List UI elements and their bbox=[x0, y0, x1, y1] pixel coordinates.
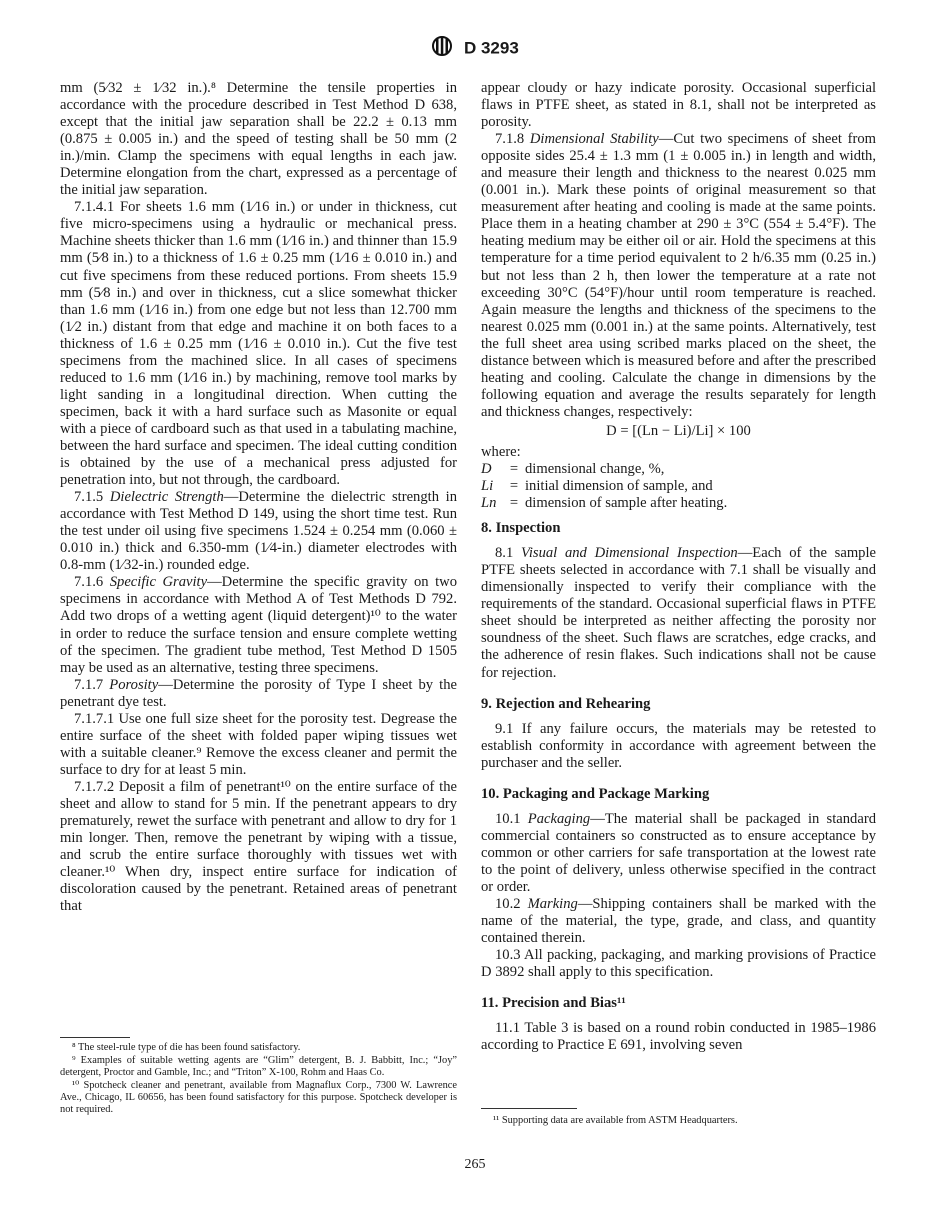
where-label: where: bbox=[481, 443, 521, 460]
footnote: ¹¹ Supporting data are available from ASTM Headquarters. bbox=[493, 1115, 738, 1126]
astm-logo-icon bbox=[431, 36, 453, 61]
paragraph: 7.1.7 Porosity—Determine the porosity of Type I sheet by the penetrant dye test. bbox=[60, 676, 457, 710]
footnotes-right bbox=[481, 1115, 876, 1128]
left-column bbox=[60, 80, 457, 915]
footnotes-left bbox=[60, 1042, 457, 1117]
definition-row: D = dimensional change, %, bbox=[481, 461, 665, 478]
section-heading: 10. Packaging and Package Marking bbox=[481, 785, 710, 802]
footnote: ¹⁰ Spotcheck cleaner and penetrant, available from Magnaflux Corp., 7300 W. Lawrence Ave., Chicago, IL 60656, has been found satisfactory for this purpose. Spotcheck developer is not required. bbox=[60, 1080, 457, 1115]
section-heading: 11. Precision and Bias¹¹ bbox=[481, 995, 626, 1012]
paragraph: mm (5⁄32 ± 1⁄32 in.).⁸ Determine the tensile properties in accordance with the procedure described in Test Method D 638, except that the initial jaw separation shall be 22.2 ± 0.13 mm (0.875 ± 0.005 in.) and the speed of testing shall be 50 mm (2 in.)/min. Clamp the specimens with equal lengths in each jaw. Determine elongation from the chart, expressed as a percentage of the initial jaw separation. bbox=[60, 80, 457, 199]
paragraph: 8.1 Visual and Dimensional Inspection—Each of the sample PTFE sheets selected in accordance with 7.1 shall be visually and dimensionally inspected to verify their compliance with the requirements of the standard. Occasional superficial flaws in PTFE sheet should be interpreted as neither affecting the porosity nor soundness of the sheet. Such flaws are scratches, edge cracks, and the adherence of resin flakes. Such indications shall not be cause for rejection. bbox=[481, 545, 876, 681]
document-header bbox=[0, 36, 950, 61]
paragraph: 7.1.4.1 For sheets 1.6 mm (1⁄16 in.) or under in thickness, cut five micro-specimens using a hydraulic or mechanical press. Machine sheets thicker than 1.6 mm (1⁄16 in.) and thinner than 15.9 mm (5⁄8 in.) to a thickness of 1.6 ± 0.25 mm (1⁄16 ± 0.010 in.) and cut five specimens from these reduced portions. From sheets 15.9 mm (5⁄8 in.) and over in thickness, cut a slice somewhat thicker than 1.6 mm (1⁄16 in.) from one edge but not less than 12.700 mm (1⁄2 in.) distant from that edge and machine it on both faces to a thickness of 1.6 ± 0.25 mm (1⁄16 ± 0.010 in.). Cut the five test specimens from the machined slice. In all cases of specimens reduced to 1.6 mm (1⁄16 in.) by machining, remove tool marks by light sanding in a longitudinal direction. When cutting the specimen, back it with a hard surface such as Masonite or equal with a piece of cardboard such as that used in a tabulating machine, between the hard surface and specimen. The ideal cutting condition is obtained by the use of a mechanical press adjusted for penetration into, but not through, the cardboard. bbox=[60, 199, 457, 489]
page-number: 265 bbox=[464, 1157, 486, 1172]
paragraph: 7.1.8 Dimensional Stability—Cut two specimens of sheet from opposite sides 25.4 ± 1.3 mm (1 ± 0.005 in.) in length and width, and measure their length and thickness to the nearest 0.025 mm (0.001 in.). Mark these points of original measurement so that measurement after heating and cooling is made at the same points. Place them in a heating chamber at 290 ± 3°C (554 ± 5.4°F). The heating medium may be either oil or air. Hold the specimens at this temperature for a time period equivalent to 2 h/6.35 mm (0.25 in.) but not less than 2 h, then lower the temperature at a rate not exceeding 30°C (54°F)/hour until room temperature is reached. Again measure the lengths and thickness of the specimens to the nearest 0.025 mm (0.001 in.) at the same points. Alternatively, test the full sheet area using scribed marks placed on the sheet, the distance between which is measured before and after the prescribed heating and cooling. Calculate the change in dimensions by the following equation and average the results separately for length and thickness changes, respectively: bbox=[481, 131, 876, 420]
footnote-rule bbox=[60, 1037, 130, 1038]
definition-row: Ln = dimension of sample after heating. bbox=[481, 495, 728, 512]
paragraph: 7.1.5 Dielectric Strength—Determine the dielectric strength in accordance with Test Method D 149, using the short time test. Run the test under oil using five specimens 1.524 ± 0.254 mm (0.060 ± 0.010 in.) thick and 6.350-mm (1⁄4-in.) diameter electrodes with 0.8-mm (1⁄32-in.) rounded edge. bbox=[60, 489, 457, 574]
paragraph: 11.1 Table 3 is based on a round robin conducted in 1985–1986 according to Practice E 691, involving seven bbox=[481, 1020, 876, 1054]
section-heading: 9. Rejection and Rehearing bbox=[481, 695, 651, 712]
right-column bbox=[481, 80, 876, 1054]
paragraph: 7.1.7.2 Deposit a film of penetrant¹⁰ on the entire surface of the sheet and allow to stand for 5 min. If the penetrant appears to dry prematurely, rewet the surface with penetrant and allow to dry for 1 min longer. Then, remove the penetrant by wiping with a tissue, and scrub the entire surface thoroughly with tissues wet with cleaner.¹⁰ When dry, inspect entire surface for indication of discoloration caused by the penetrant. Retained areas of penetrant that bbox=[60, 778, 457, 915]
paragraph: 10.3 All packing, packaging, and marking provisions of Practice D 3892 shall apply to this specification. bbox=[481, 947, 876, 981]
designation: D 3293 bbox=[463, 38, 519, 58]
footnote-rule bbox=[481, 1108, 577, 1109]
definition-row: Li = initial dimension of sample, and bbox=[481, 478, 713, 495]
paragraph: 7.1.7.1 Use one full size sheet for the porosity test. Degrease the entire surface of the sheet with folded paper wiping tissues wet with a suitable cleaner.⁹ Remove the excess cleaner and permit the surface to dry for at least 5 min. bbox=[60, 710, 457, 778]
definition-list bbox=[481, 461, 876, 512]
equation: D = [(Ln − Li)/Li] × 100 bbox=[606, 422, 751, 439]
footnote: ⁹ Examples of suitable wetting agents are “Glim” detergent, B. J. Babbitt, Inc.; “Joy” detergent, Proctor and Gamble, Inc.; and “Triton” X-100, Rohm and Haas Co. bbox=[60, 1055, 457, 1078]
section-heading: 8. Inspection bbox=[481, 520, 561, 537]
paragraph: appear cloudy or hazy indicate porosity. Occasional superficial flaws in PTFE sheet, as stated in 8.1, shall not be interpreted as porosity. bbox=[481, 80, 876, 131]
paragraph: 10.2 Marking—Shipping containers shall be marked with the name of the material, the type, grade, and class, and quantity contained therein. bbox=[481, 895, 876, 947]
paragraph: 10.1 Packaging—The material shall be packaged in standard commercial containers so constructed as to ensure acceptance by common or other carriers for safe transportation at the lowest rate to the point of delivery, unless otherwise specified in the contract or order. bbox=[481, 810, 876, 895]
paragraph: 7.1.6 Specific Gravity—Determine the specific gravity on two specimens in accordance with Method A of Test Methods D 792. Add two drops of a wetting agent (liquid detergent)¹⁰ to the water in order to reduce the surface tension and ensure complete wetting of the specimen. The gradient tube method, Test Method D 1505 may be used as an alternative, testing three specimens. bbox=[60, 574, 458, 676]
paragraph: 9.1 If any failure occurs, the materials may be retested to establish conformity in accordance with agreement between the purchaser and the seller. bbox=[481, 720, 876, 771]
footnote: ⁸ The steel-rule type of die has been found satisfactory. bbox=[72, 1042, 301, 1053]
